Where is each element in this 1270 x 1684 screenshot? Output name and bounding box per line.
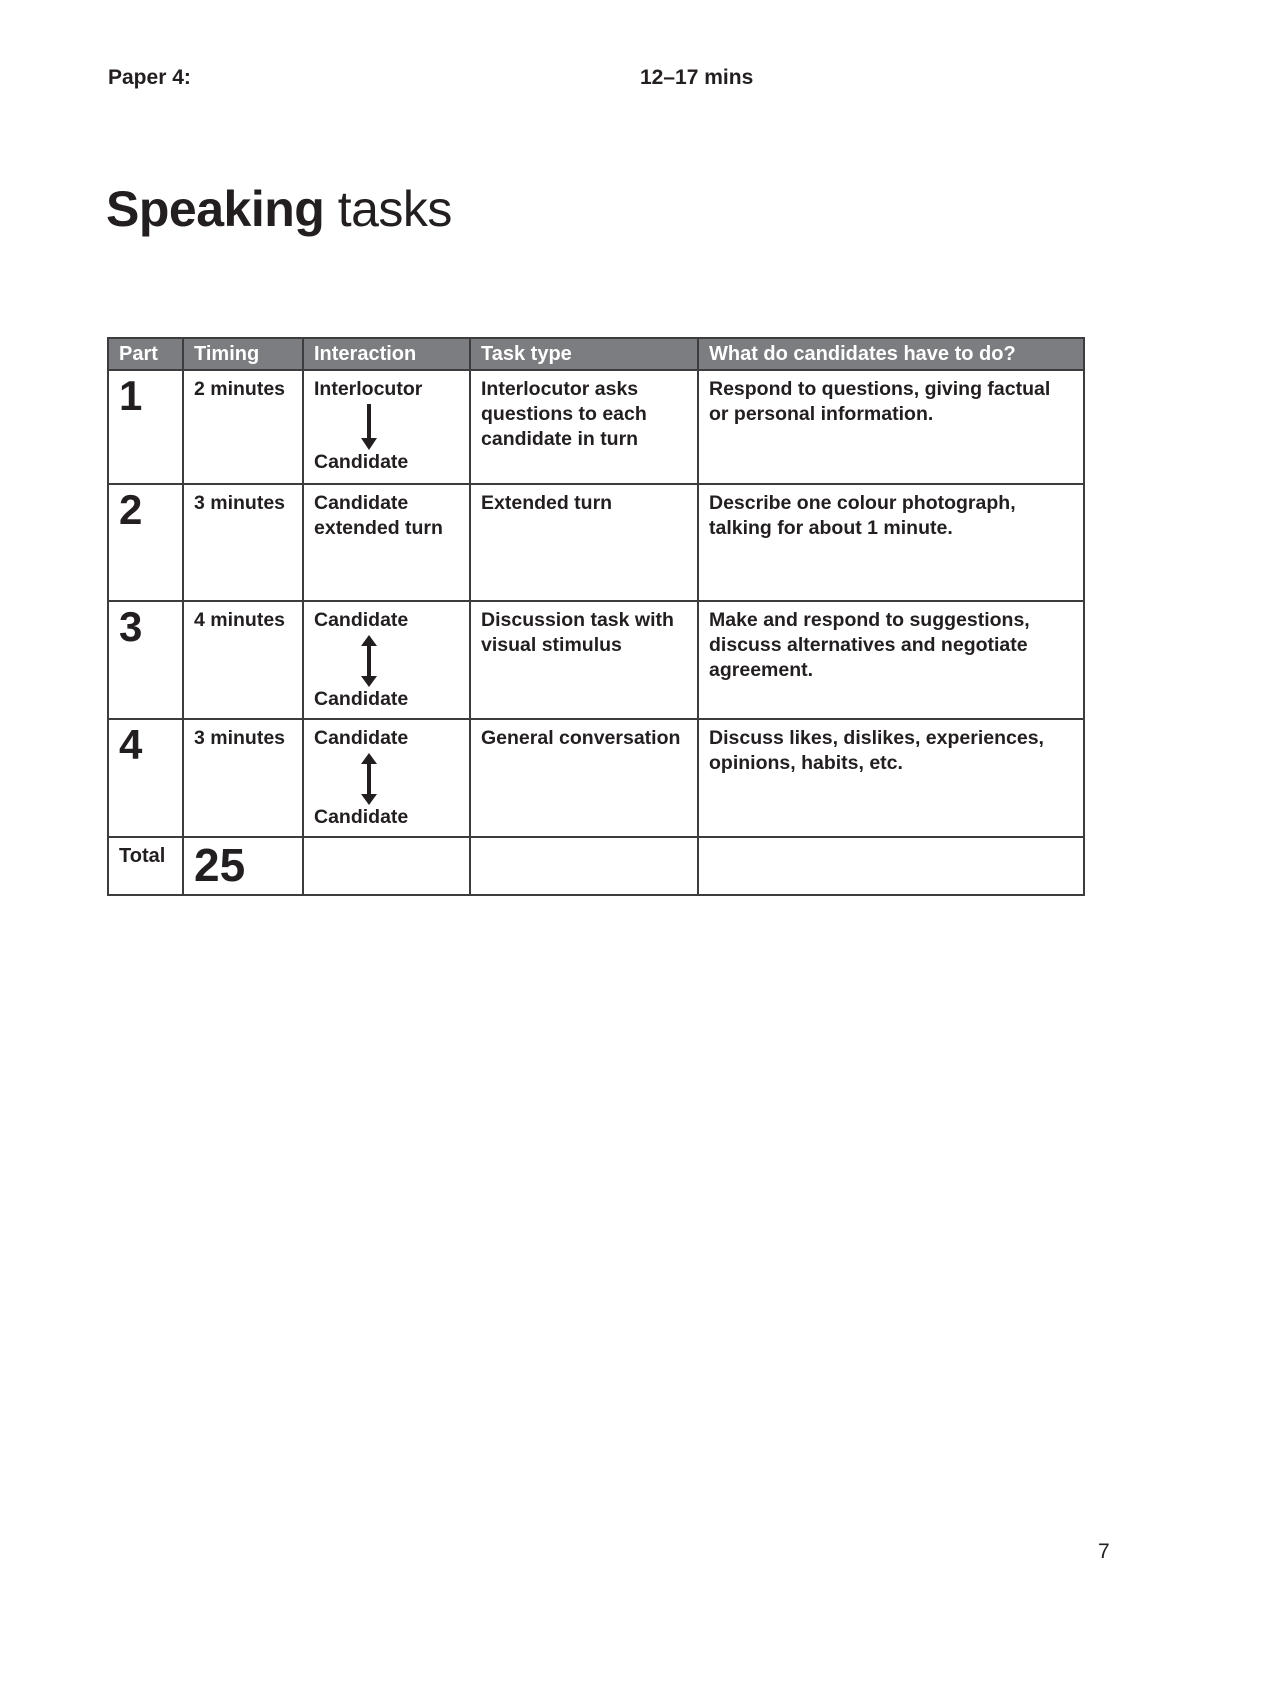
requirement-cell: Make and respond to suggestions, discuss alternatives and negotiate agreement. [698,601,1084,719]
part-number: 4 [119,720,143,768]
page-title-bold: Speaking [106,180,325,237]
empty-cell [303,837,470,895]
part-number: 3 [119,603,143,650]
interaction-cell [303,719,470,837]
table-row [108,370,1084,484]
header-part: Part [108,338,183,370]
interaction-top-label: Candidate [314,609,409,631]
part-cell [108,719,183,837]
table-header-row [108,338,1084,370]
header-task-type: Task type [470,338,698,370]
interaction-bottom-label: Candidate [314,687,409,710]
timing-cell: 2 minutes [183,370,303,484]
requirement-cell: Describe one colour photograph, talking for about 1 minute. [698,484,1084,601]
task-type-cell: General conversation [470,719,698,837]
part-cell [108,370,183,484]
speaking-tasks-table [107,337,1085,896]
requirement-cell: Respond to questions, giving factual or personal information. [698,370,1084,484]
task-type-cell: Discussion task with visual stimulus [470,601,698,719]
timing-cell: 3 minutes [183,719,303,837]
up-down-arrow-icon [360,753,378,805]
part-cell [108,601,183,719]
timing-cell: 3 minutes [183,484,303,601]
table-row [108,484,1084,601]
header-interaction: Interaction [303,338,470,370]
requirement-cell: Discuss likes, dislikes, experiences, opinions, habits, etc. [698,719,1084,837]
header-timing: Timing [183,338,303,370]
interaction-top-label: Candidate [314,726,409,749]
up-down-arrow-icon [360,635,378,687]
timing-cell: 4 minutes [183,601,303,719]
part-number: 1 [119,372,143,419]
interaction-cell: Candidate extended turn [303,484,470,601]
total-value-cell [183,837,303,895]
interaction-cell [303,370,470,484]
down-arrow-icon [360,404,378,450]
task-type-cell: Interlocutor asks questions to each candidate in turn [470,370,698,484]
table-row [108,601,1084,719]
total-label-cell [108,837,183,895]
header-what: What do candidates have to do? [698,338,1084,370]
paper-label: Paper 4: [108,66,191,89]
interaction-bottom-label: Candidate [314,805,409,828]
total-label: Total [119,844,166,867]
empty-cell [470,837,698,895]
page-title [106,180,452,238]
total-value: 25 [194,838,246,891]
interaction-cell [303,601,470,719]
page-title-regular: tasks [337,180,452,237]
duration-label: 12–17 mins [640,66,754,89]
empty-cell [698,837,1084,895]
part-cell [108,484,183,601]
table-row [108,719,1084,837]
interaction-bottom-label: Candidate [314,450,409,473]
total-row [108,837,1084,895]
part-number: 2 [119,486,143,533]
interaction-top-label: Interlocutor [314,378,423,400]
task-type-cell: Extended turn [470,484,698,601]
page-number: 7 [1098,1540,1110,1563]
